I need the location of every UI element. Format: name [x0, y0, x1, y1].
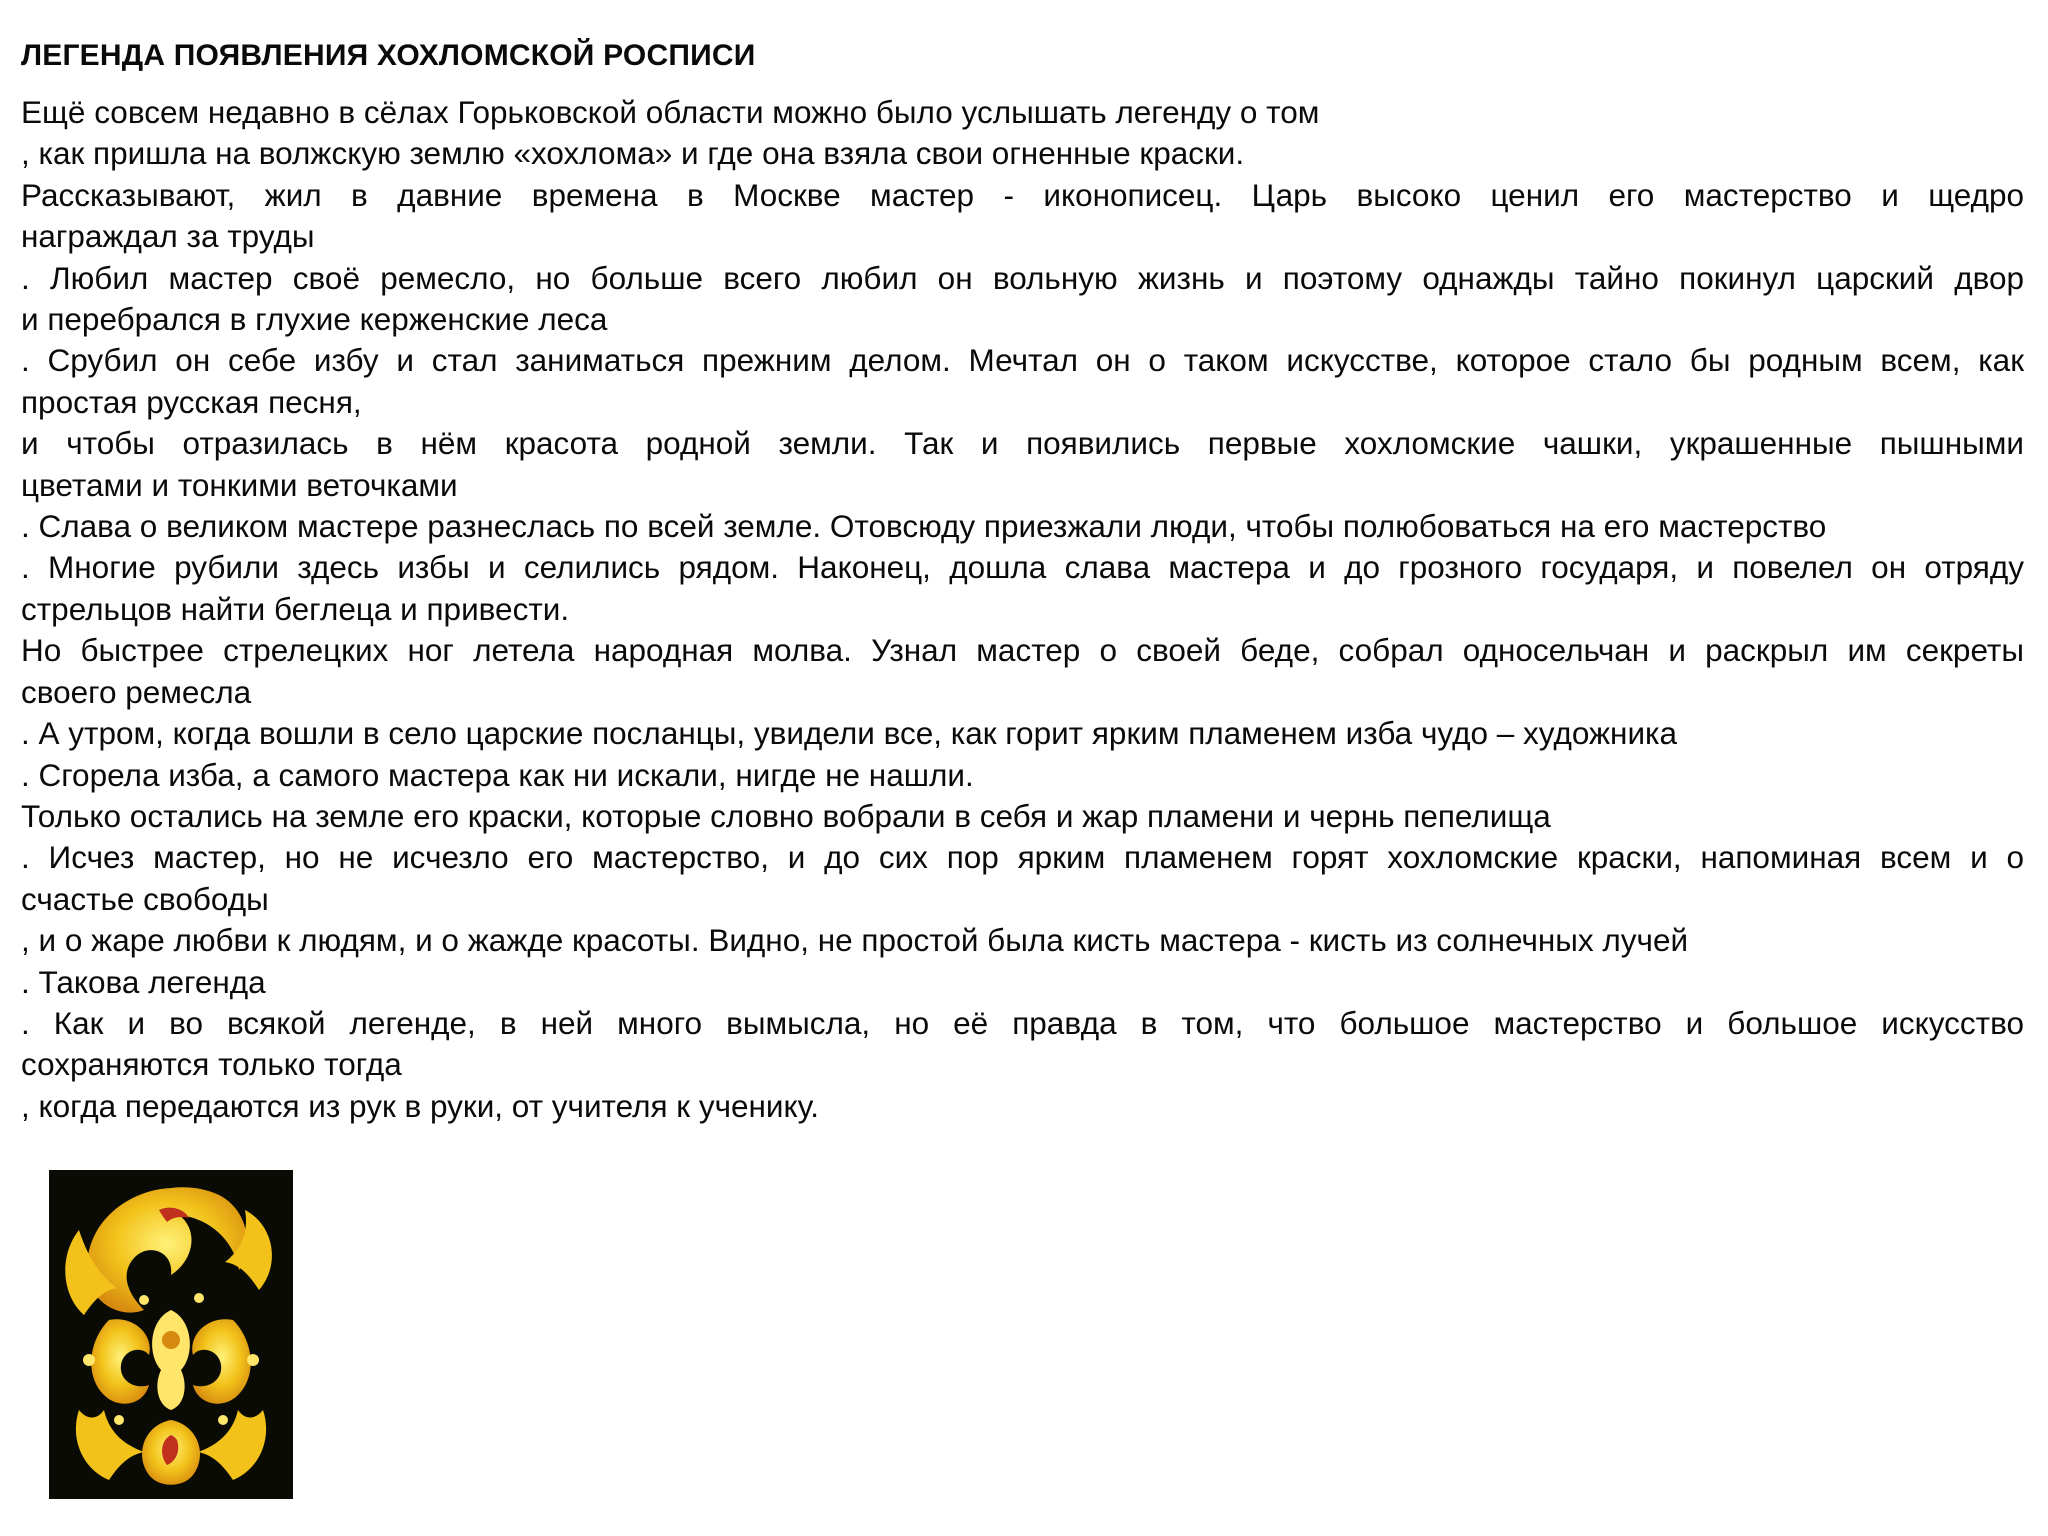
text-line: . Многие рубили здесь избы и селились рядом. Наконец, дошла слава мастера и до грозного государя, и повелел он отряду: [21, 549, 2024, 586]
text-line: . Сгорела изба, а самого мастера как ни искали, нигде не нашли.: [21, 756, 974, 793]
document-title: ЛЕГЕНДА ПОЯВЛЕНИЯ ХОХЛОМСКОЙ РОСПИСИ: [21, 39, 756, 72]
text-line: Рассказывают, жил в давние времена в Москве мастер - иконописец. Царь высоко ценил его мастерство и щедро: [21, 176, 2024, 213]
khokhloma-ornament-icon: [49, 1170, 293, 1499]
text-line: . Исчез мастер, но не исчезло его мастерство, и до сих пор ярким пламенем горят хохломские краски, напоминая всем и о: [21, 839, 2024, 876]
text-line: стрельцов найти беглеца и привести.: [21, 590, 570, 627]
text-line: и перебрался в глухие керженские леса: [21, 301, 608, 338]
text-line: награждал за труды: [21, 218, 315, 255]
text-line: . Срубил он себе избу и стал заниматься прежним делом. Мечтал он о таком искусстве, которое стало бы родным всем, как: [21, 342, 2024, 379]
text-line: . Как и во всякой легенде, в ней много вымысла, но её правда в том, что большое мастерство и большое искусство: [21, 1004, 2024, 1041]
text-line: Но быстрее стрелецких ног летела народная молва. Узнал мастер о своей беде, собрал односельчан и раскрыл им секреты: [21, 632, 2024, 669]
text-line: простая русская песня,: [21, 383, 362, 420]
text-line: , когда передаются из рук в руки, от учителя к ученику.: [21, 1087, 819, 1124]
text-line: . Любил мастер своё ремесло, но больше всего любил он вольную жизнь и поэтому однажды тайно покинул царский двор: [21, 259, 2024, 296]
text-line: и чтобы отразилась в нём красота родной земли. Так и появились первые хохломские чашки, украшенные пышными: [21, 425, 2024, 462]
text-line: , и о жаре любви к людям, и о жажде красоты. Видно, не простой была кисть мастера - кисть из солнечных лучей: [21, 922, 1689, 959]
text-line: сохраняются только тогда: [21, 1046, 402, 1083]
text-line: Ещё совсем недавно в сёлах Горьковской области можно было услышать легенду о том: [21, 94, 1320, 130]
text-line: . Слава о великом мастере разнеслась по всей земле. Отовсюду приезжали люди, чтобы полюбоваться на его мастерство: [21, 508, 1827, 545]
text-line: своего ремесла: [21, 673, 252, 710]
document-page: [21, 34, 2024, 1127]
text-line: Только остались на земле его краски, которые словно вобрали в себя и жар пламени и чернь пепелища: [21, 797, 1551, 834]
text-line: цветами и тонкими веточками: [21, 466, 458, 503]
legend-text: [21, 92, 2024, 1127]
text-line: . А утром, когда вошли в село царские посланцы, увидели все, как горит ярким пламенем изба чудо – художника: [21, 715, 1678, 752]
text-line: счастье свободы: [21, 880, 269, 917]
text-line: , как пришла на волжскую землю «хохлома» и где она взяла свои огненные краски.: [21, 135, 1245, 172]
text-line: . Такова легенда: [21, 963, 266, 1000]
